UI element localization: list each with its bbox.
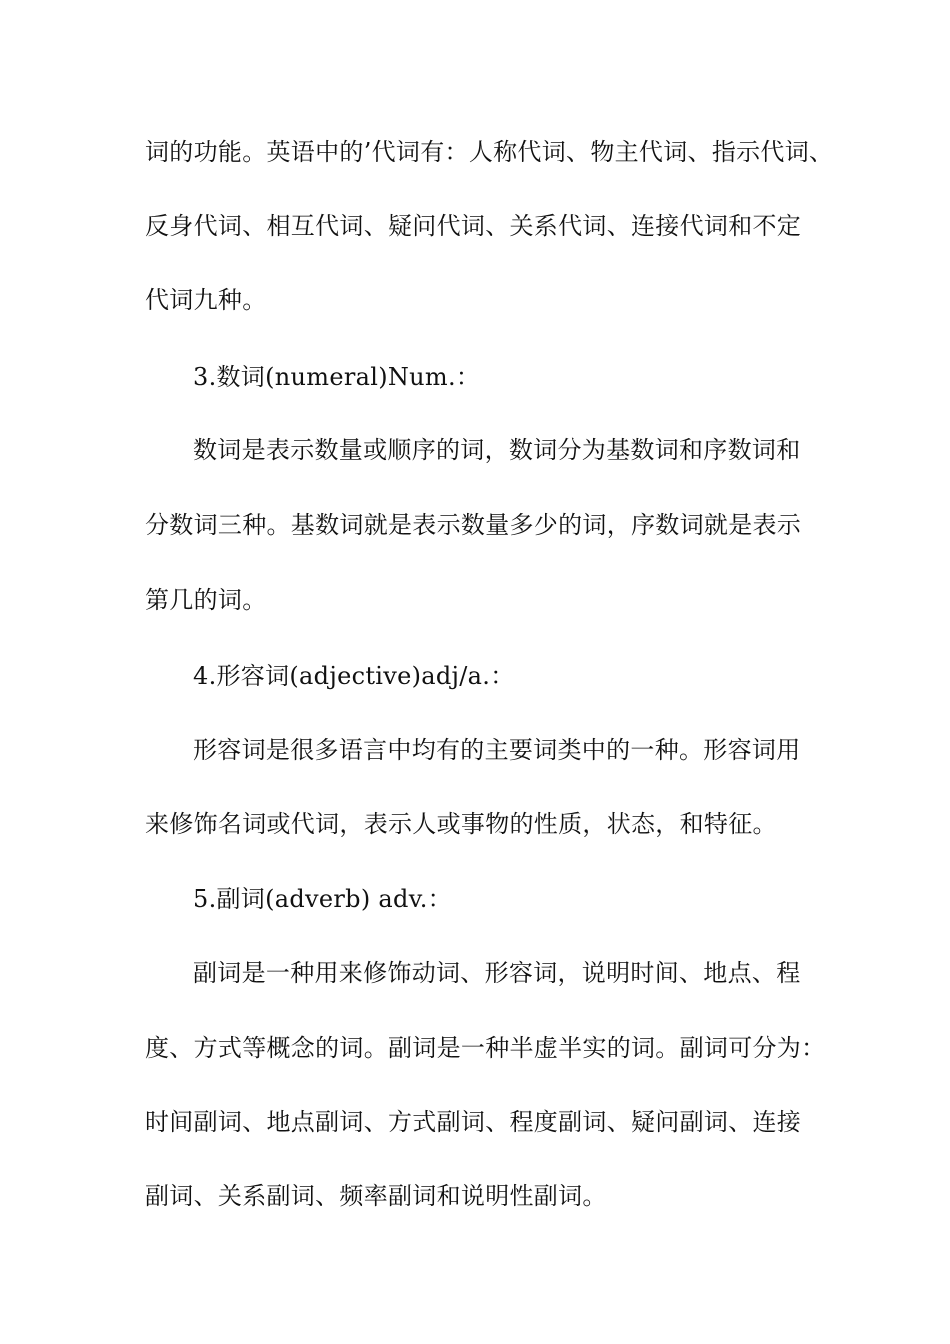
paragraph-numeral-line-1: 数词是表示数量或顺序的词，数词分为基数词和序数词和 xyxy=(193,436,801,464)
paragraph-numeral-line-2: 分数词三种。基数词就是表示数量多少的词，序数词就是表示 xyxy=(145,511,802,539)
paragraph-adverb-line-4: 副词、关系副词、频率副词和说明性副词。 xyxy=(145,1182,607,1210)
paragraph-pronoun-line-2: 反身代词、相互代词、疑问代词、关系代词、连接代词和不定 xyxy=(145,212,802,240)
paragraph-adverb-line-2: 度、方式等概念的词。副词是一种半虚半实的词。副词可分为： xyxy=(145,1034,826,1062)
paragraph-pronoun-line-3: 代词九种。 xyxy=(145,286,267,314)
heading-adverb: 5.副词(adverb) adv.： xyxy=(193,885,452,913)
heading-numeral: 3.数词(numeral)Num.： xyxy=(193,363,481,391)
paragraph-adjective-line-1: 形容词是很多语言中均有的主要词类中的一种。形容词用 xyxy=(193,736,801,764)
paragraph-adjective-line-2: 来修饰名词或代词，表示人或事物的性质，状态，和特征。 xyxy=(145,810,777,838)
paragraph-adverb-line-3: 时间副词、地点副词、方式副词、程度副词、疑问副词、连接 xyxy=(145,1108,802,1136)
heading-adjective: 4.形容词(adjective)adj/a.： xyxy=(193,662,515,690)
paragraph-pronoun-line-1: 词的功能。英语中的’代词有：人称代词、物主代词、指示代词、 xyxy=(145,138,834,166)
paragraph-numeral-line-3: 第几的词。 xyxy=(145,586,267,614)
paragraph-adverb-line-1: 副词是一种用来修饰动词、形容词，说明时间、地点、程 xyxy=(193,959,801,987)
